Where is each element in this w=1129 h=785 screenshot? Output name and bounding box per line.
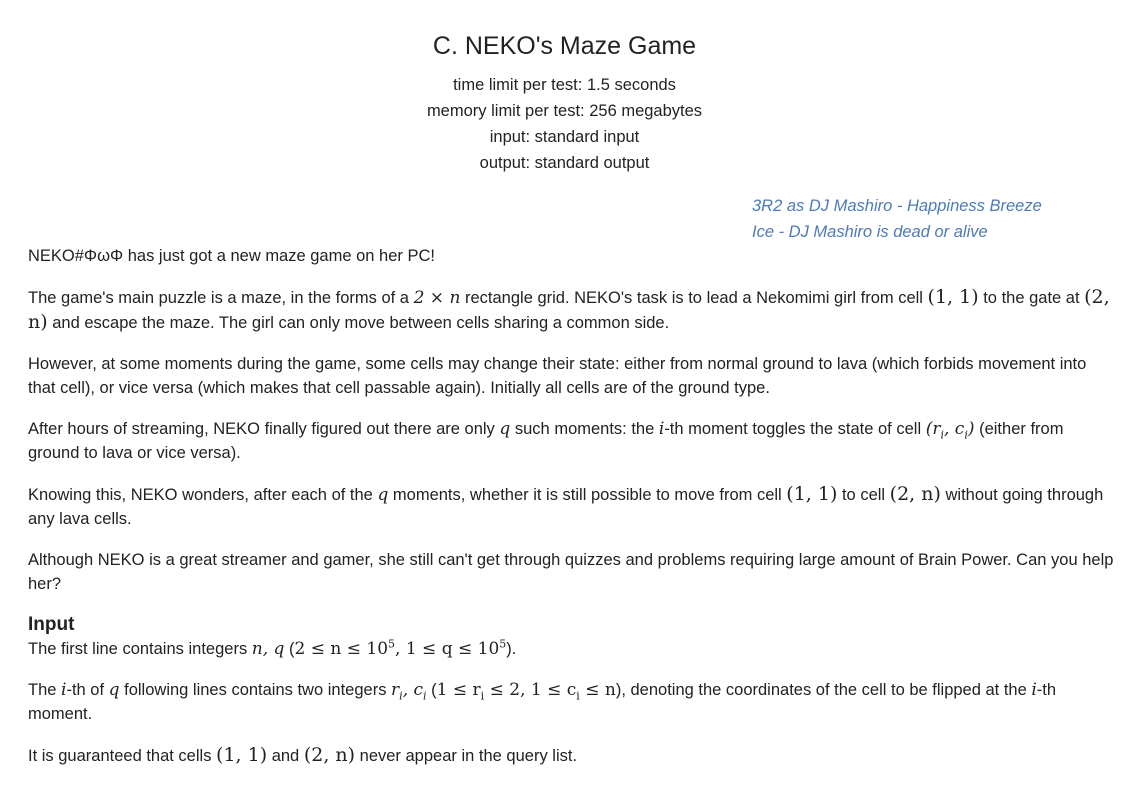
statement-paragraph-6: Although NEKO is a great streamer and gamer, she still can't get through quizzes and problems requiring large amount of Brain Power. Can you help her? xyxy=(28,551,1114,593)
math-n-q: n, q xyxy=(251,639,285,659)
math-grid-size: 2 × n xyxy=(413,288,461,308)
epigraph-line-1: 3R2 as DJ Mashiro - Happiness Breeze xyxy=(752,197,1042,215)
time-limit: time limit per test: 1.5 seconds xyxy=(453,76,676,94)
problem-statement xyxy=(28,244,1118,785)
input-paragraph-1: The first line contains integers n, q ($2 \le n \le 10^5$, $1 \le q \le 10^5$). xyxy=(28,637,517,659)
memory-limit: memory limit per test: 256 megabytes xyxy=(426,102,703,120)
input-paragraph-3: It is guaranteed that cells (1, 1) and (2, n) never appear in the query list. xyxy=(28,744,578,766)
math-q: q xyxy=(499,419,511,439)
math-cell-ri-ci: ($r_i$, $c_i$) xyxy=(925,419,975,442)
math-gate-cell: (2, n) xyxy=(303,744,356,766)
math-i: i xyxy=(61,680,67,700)
math-start-cell: (1, 1) xyxy=(786,483,838,505)
statement-paragraph-1: NEKO#ΦωΦ has just got a new maze game on her PC! xyxy=(28,247,435,265)
math-q: q xyxy=(377,485,389,505)
epigraph xyxy=(752,193,1042,245)
problem-header xyxy=(0,0,1129,176)
math-q: q xyxy=(108,680,120,700)
math-i: i xyxy=(1031,680,1037,700)
math-i: i xyxy=(658,419,665,439)
math-gate-cell: (2, n) xyxy=(28,286,1110,333)
statement-paragraph-3: However, at some moments during the game, some cells may change their state: either from normal ground to lava (which forbids movement into that cell), or vice versa (which makes that cell passable again). Initially all cells are of the ground type. xyxy=(28,355,1087,397)
statement-paragraph-2: The game's main puzzle is a maze, in the forms of a 2 × n rectangle grid. NEKO's task is to lead a Nekomimi girl from cell (1, 1) to the gate at (2, n) and escape the maze. The girl can only move between cells sharing a common side. xyxy=(28,286,1110,333)
math-start-cell: (1, 1) xyxy=(216,744,268,766)
problem-title: C. NEKO's Maze Game xyxy=(432,32,697,60)
input-heading: Input xyxy=(28,614,75,635)
input-spec: input: standard input xyxy=(489,128,640,146)
math-constraints: $2 \le n \le 10^5$, $1 \le q \le 10^5$ xyxy=(294,637,507,659)
math-ri-ci: $r_i$, $c_i$ xyxy=(391,680,427,703)
math-start-cell: (1, 1) xyxy=(927,286,979,308)
output-spec: output: standard output xyxy=(479,154,650,172)
math-ri-ci-constraints: $1 \le r_i \le 2$, $1 \le c_i \le n$ xyxy=(436,680,616,703)
input-paragraph-2: The i-th of q following lines contains two integers $r_i$, $c_i$ ($1 \le r_i \le 2$, $1 \le c_i \le n$), denoting the coordinates of the cell to be flipped at the i-th moment. xyxy=(28,680,1057,723)
statement-paragraph-5: Knowing this, NEKO wonders, after each of the q moments, whether it is still possible to move from cell (1, 1) to cell (2, n) without going through any lava cells. xyxy=(28,483,1104,528)
epigraph-line-2: Ice - DJ Mashiro is dead or alive xyxy=(752,223,988,241)
math-gate-cell: (2, n) xyxy=(889,483,941,505)
statement-paragraph-4: After hours of streaming, NEKO finally figured out there are only q such moments: the i-th moment toggles the state of cell ($r_i$, $c_i$) (either from ground to lava or vice versa). xyxy=(28,419,1064,462)
